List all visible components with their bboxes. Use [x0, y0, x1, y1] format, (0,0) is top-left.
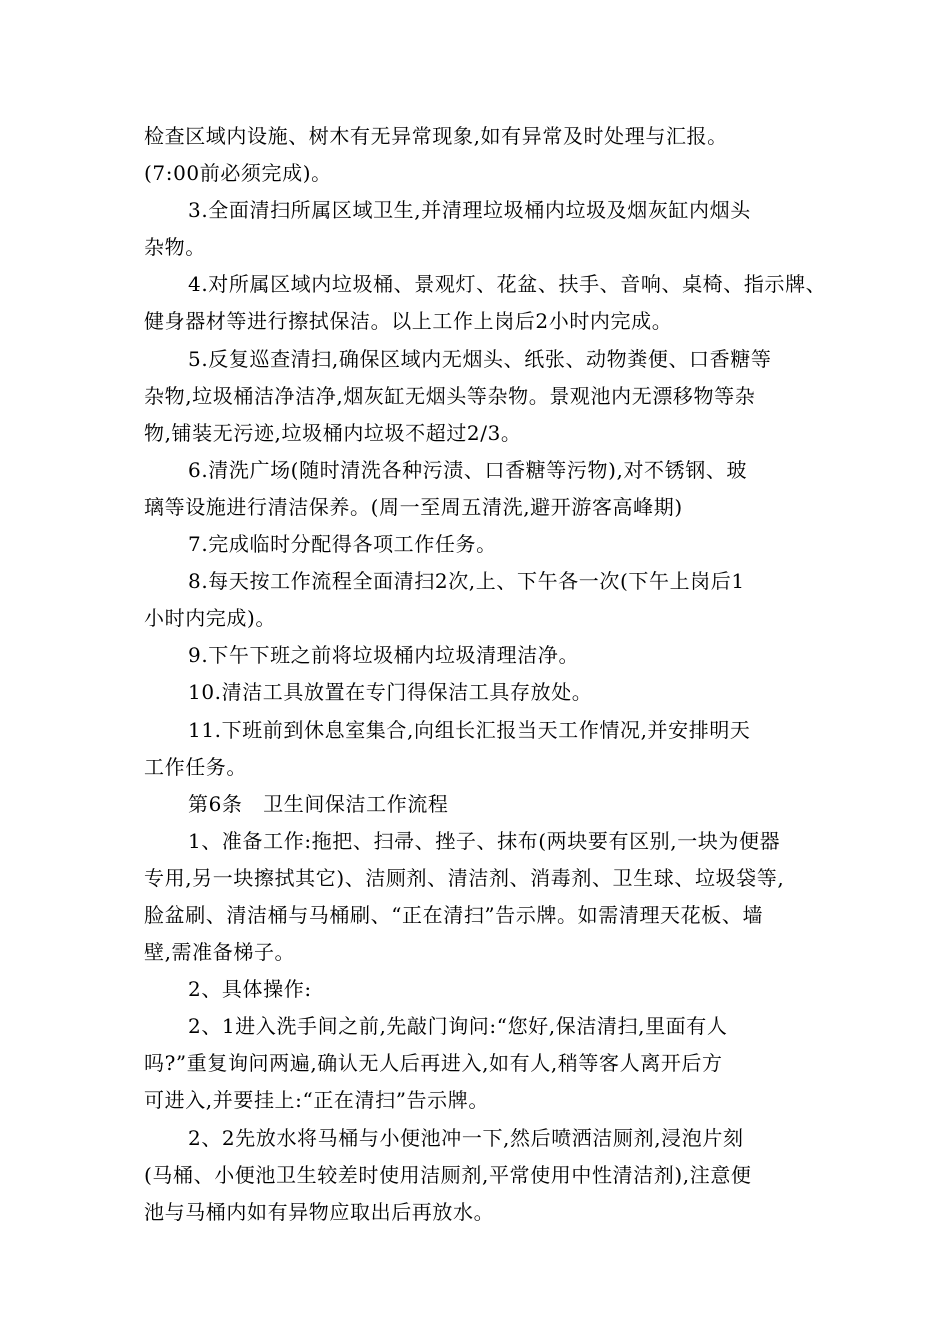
text-line: 检查区域内设施、树木有无异常现象,如有异常及时处理与汇报。: [144, 124, 728, 148]
text-line: (7:00前必须完成)。: [144, 161, 332, 186]
text-line: 2、1进入洗手间之前,先敲门询问:“您好,保洁清扫,里面有人: [188, 1014, 728, 1039]
text-line: 2、2先放水将马桶与小便池冲一下,然后喷洒洁厕剂,浸泡片刻: [188, 1125, 744, 1150]
text-line: 6.清洗广场(随时清洗各种污渍、口香糖等污物),对不锈钢、玻: [188, 457, 748, 482]
text-line: 吗?”重复询问两遍,确认无人后再进入,如有人,稍等客人离开后方: [144, 1051, 723, 1076]
text-line: 7.完成临时分配得各项工作任务。: [188, 532, 497, 557]
text-line: 4.对所属区域内垃圾桶、景观灯、花盆、扶手、音响、桌椅、指示牌、: [188, 272, 827, 297]
text-line: 健身器材等进行擦拭保洁。以上工作上岗后2小时内完成。: [144, 309, 673, 334]
text-line: 5.反复巡查清扫,确保区域内无烟头、纸张、动物粪便、口香糖等: [188, 346, 772, 371]
text-line: 壁,需准备梯子。: [144, 940, 296, 965]
text-line: 11.下班前到休息室集合,向组长汇报当天工作情况,并安排明天: [188, 717, 751, 742]
text-line: 杂物,垃圾桶洁净洁净,烟灰缸无烟头等杂物。景观池内无漂移物等杂: [144, 383, 756, 408]
text-line: 池与马桶内如有异物应取出后再放水。: [144, 1199, 495, 1224]
text-line: 工作任务。: [144, 754, 247, 779]
text-line: 专用,另一块擦拭其它)、洁厕剂、清洁剂、消毒剂、卫生球、垃圾袋等,: [144, 865, 785, 890]
text-line: 脸盆刷、清洁桶与马桶刷、“正在清扫”告示牌。如需清理天花板、墙: [144, 902, 764, 927]
text-line: 璃等设施进行清洁保养。(周一至周五清洗,避开游客高峰期): [144, 494, 683, 519]
document-body: [144, 118, 827, 1231]
text-line: 9.下午下班之前将垃圾桶内垃圾清理洁净。: [188, 643, 580, 668]
text-line: 杂物。: [144, 235, 206, 260]
text-line: 小时内完成)。: [144, 606, 277, 631]
text-line: 第6条 卫生间保洁工作流程: [188, 791, 449, 816]
text-line: 1、准备工作:拖把、扫帚、挫子、抹布(两块要有区别,一块为便器: [188, 828, 781, 853]
text-line: 3.全面清扫所属区域卫生,并清理垃圾桶内垃圾及烟灰缸内烟头: [188, 198, 751, 223]
text-line: (马桶、小便池卫生较差时使用洁厕剂,平常使用中性清洁剂),注意便: [144, 1162, 752, 1187]
text-line: 10.清洁工具放置在专门得保洁工具存放处。: [188, 680, 593, 705]
text-line: 8.每天按工作流程全面清扫2次,上、下午各一次(下午上岗后1: [188, 569, 745, 594]
text-line: 可进入,并要挂上:“正在清扫”告示牌。: [144, 1088, 489, 1113]
text-line: 物,铺装无污迹,垃圾桶内垃圾不超过2/3。: [144, 420, 522, 445]
text-line: 2、具体操作:: [188, 977, 312, 1002]
